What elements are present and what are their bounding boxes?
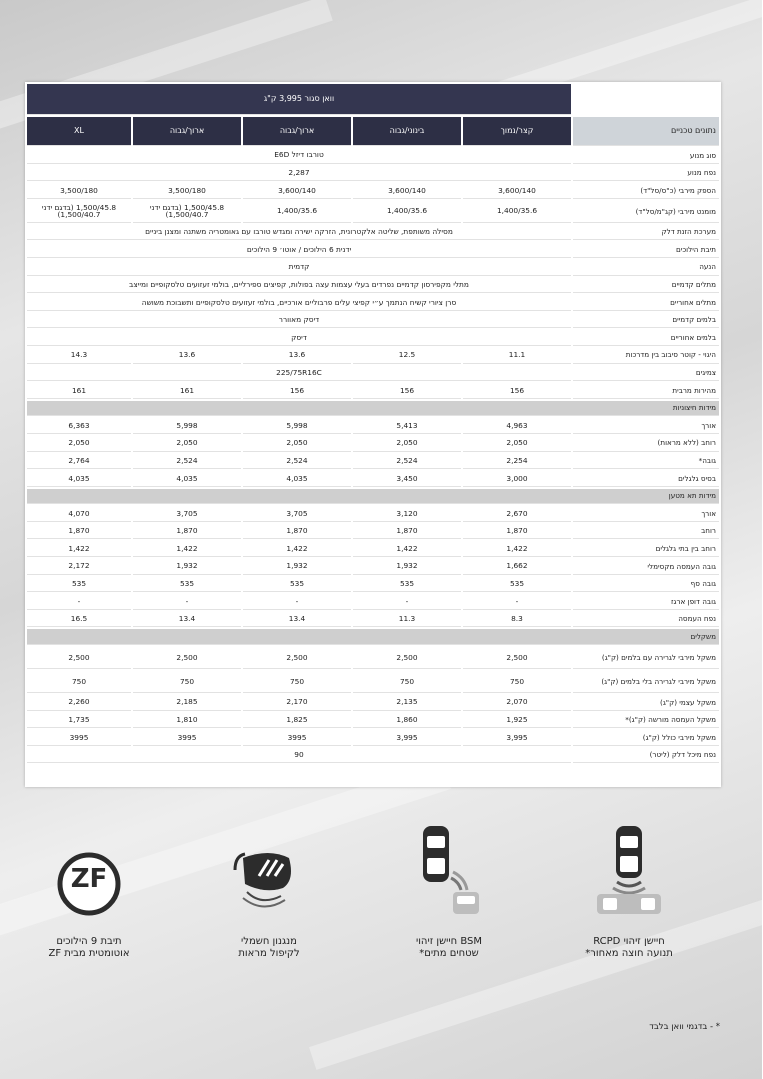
table-cell-span: מסילה משותפת, שליטה אלקטרונית, הזרקה ישירה ומגדש טורבו עם גאומטריה משתנה ומצנן ביניים xyxy=(28,225,572,241)
table-cell: 2,050 xyxy=(464,436,572,452)
table-cell: 535 xyxy=(28,577,132,593)
table-row xyxy=(28,671,720,693)
header-label: נתונים טכניים xyxy=(574,117,720,146)
row-label: היגוי - קוטר סיבוב בין מדרכות xyxy=(574,348,720,364)
row-label: רוחב xyxy=(574,524,720,540)
table-cell: 156 xyxy=(244,383,352,399)
table-cell: 1,870 xyxy=(354,524,462,540)
table-row xyxy=(28,730,720,746)
table-cell: 3,600/140 xyxy=(354,183,462,199)
column-header: בינוני/גבוה xyxy=(354,117,462,146)
row-label: רוחב בין בתי גלגלים xyxy=(574,541,720,557)
table-cell: 1,735 xyxy=(28,713,132,729)
table-cell: 14.3 xyxy=(28,348,132,364)
row-label: משקל העמסה מורשה (ק"ג)* xyxy=(574,713,720,729)
row-label: משקל עצמי (ק"ג) xyxy=(574,695,720,711)
table-cell: 3,450 xyxy=(354,471,462,487)
row-label: הספק מירבי (כ"ס/סל"ד) xyxy=(574,183,720,199)
feature-caption: חיישן זיהוי RCPD תנועה חוצה מאחור* xyxy=(586,936,674,959)
table-cell: 3,705 xyxy=(134,506,242,522)
feature-bsm xyxy=(380,820,520,960)
feature-rcpd xyxy=(560,820,700,960)
blank-cell xyxy=(574,84,720,115)
table-cell-span: דיסק מאוורר xyxy=(28,313,572,329)
column-header: XL xyxy=(28,117,132,146)
table-row xyxy=(28,559,720,575)
table-cell: 12.5 xyxy=(354,348,462,364)
table-cell: 2,524 xyxy=(244,454,352,470)
table-cell: 3,995 xyxy=(354,730,462,746)
table-cell: 2,050 xyxy=(354,436,462,452)
section-title: משקלים xyxy=(28,629,720,645)
table-cell: 1,932 xyxy=(244,559,352,575)
row-label: משקל מירבי לגרירה בלי בלמים (ק"ג) xyxy=(574,671,720,693)
table-row xyxy=(28,418,720,434)
table-row xyxy=(28,166,720,182)
table-cell-span: 225/75R16C xyxy=(28,366,572,382)
row-label: מערכת הזנת דלק xyxy=(574,225,720,241)
table-cell: - xyxy=(134,594,242,610)
table-cell: 2,500 xyxy=(354,647,462,669)
table-cell: 2,260 xyxy=(28,695,132,711)
row-label: נפח מיכל דלק (ליטר) xyxy=(574,748,720,764)
table-cell: 1,422 xyxy=(134,541,242,557)
table-row xyxy=(28,577,720,593)
table-cell: 3995 xyxy=(28,730,132,746)
table-cell: 750 xyxy=(244,671,352,693)
table-cell: 3,500/180 xyxy=(28,183,132,199)
table-cell: 6,363 xyxy=(28,418,132,434)
table-cell: 156 xyxy=(354,383,462,399)
table-cell: 1,422 xyxy=(244,541,352,557)
feature-caption: BSM חיישן זיהוי שטחים מתים* xyxy=(416,936,484,959)
table-cell: 1,422 xyxy=(464,541,572,557)
table-cell: 161 xyxy=(134,383,242,399)
row-label: נפח מנוע xyxy=(574,166,720,182)
row-label: אורך xyxy=(574,506,720,522)
table-cell: 1,422 xyxy=(354,541,462,557)
table-cell: 3,600/140 xyxy=(244,183,352,199)
zf-logo-text: ZF xyxy=(71,864,109,894)
table-cell: - xyxy=(244,594,352,610)
table-cell: 2,050 xyxy=(28,436,132,452)
table-cell: 156 xyxy=(464,383,572,399)
column-header: ארוך/גבוה xyxy=(244,117,352,146)
table-cell: 2,135 xyxy=(354,695,462,711)
table-cell: 2,185 xyxy=(134,695,242,711)
table-cell: 161 xyxy=(28,383,132,399)
table-cell: 4,035 xyxy=(28,471,132,487)
table-cell: 1,932 xyxy=(354,559,462,575)
row-label: גובה דופן ארגז xyxy=(574,594,720,610)
title-row xyxy=(28,84,720,115)
table-cell: - xyxy=(464,594,572,610)
table-cell-span: סרן ציורי קשיח הנתמך ע״י קפיצי עלים פרבוליים אורכיים, בולמי זעזועים טלסקופיים ותשבוכת משושה xyxy=(28,295,572,311)
table-cell: 2,764 xyxy=(28,454,132,470)
feature-mirror xyxy=(200,820,340,960)
table-cell: 2,524 xyxy=(354,454,462,470)
table-cell: 2,524 xyxy=(134,454,242,470)
table-cell: 11.3 xyxy=(354,612,462,628)
table-cell: - xyxy=(28,594,132,610)
column-header: ארוך/גבוה xyxy=(134,117,242,146)
column-header: קצר/נמוך xyxy=(464,117,572,146)
row-label: בלמים אחוריים xyxy=(574,330,720,346)
table-row xyxy=(28,201,720,223)
table-cell: 16.5 xyxy=(28,612,132,628)
table-cell: 3,500/180 xyxy=(134,183,242,199)
table-cell: 4,070 xyxy=(28,506,132,522)
table-row xyxy=(28,225,720,241)
table-cell: 3995 xyxy=(134,730,242,746)
table-row xyxy=(28,713,720,729)
table-cell: 4,035 xyxy=(244,471,352,487)
table-row xyxy=(28,695,720,711)
table-cell: 8.3 xyxy=(464,612,572,628)
table-row xyxy=(28,471,720,487)
section-header xyxy=(28,489,720,505)
table-cell: 13.6 xyxy=(134,348,242,364)
table-cell: 2,172 xyxy=(28,559,132,575)
table-cell: 1,422 xyxy=(28,541,132,557)
row-label: תיבת הילוכים xyxy=(574,242,720,258)
table-cell: 2,500 xyxy=(134,647,242,669)
table-cell: 1,500/45.8 (בדגם ידני 1,500/40.7) xyxy=(28,201,132,223)
row-label: בסיס גלגלים xyxy=(574,471,720,487)
feature-zf xyxy=(20,820,160,960)
table-cell: 1,870 xyxy=(464,524,572,540)
table-cell: 13.4 xyxy=(244,612,352,628)
row-label: גובה* xyxy=(574,454,720,470)
row-label: גובה סף xyxy=(574,577,720,593)
section-header xyxy=(28,629,720,645)
table-cell: 1,925 xyxy=(464,713,572,729)
table-row xyxy=(28,183,720,199)
table-cell: 750 xyxy=(134,671,242,693)
folding-mirror-icon xyxy=(230,840,310,935)
row-label: סוג מנוע xyxy=(574,148,720,164)
table-cell: 13.6 xyxy=(244,348,352,364)
table-row xyxy=(28,295,720,311)
table-cell: 5,998 xyxy=(134,418,242,434)
table-row xyxy=(28,148,720,164)
feature-caption: מנגנון חשמלי לקיפול מראות xyxy=(239,936,301,959)
row-label: צמיגים xyxy=(574,366,720,382)
table-cell: 2,070 xyxy=(464,695,572,711)
row-label: אורך xyxy=(574,418,720,434)
table-cell: 1,932 xyxy=(134,559,242,575)
table-cell: 2,170 xyxy=(244,695,352,711)
table-row xyxy=(28,748,720,764)
row-label: משקל מירבי לגרירה עם בלמים (ק"ג) xyxy=(574,647,720,669)
table-row xyxy=(28,612,720,628)
table-cell: 535 xyxy=(134,577,242,593)
table-row xyxy=(28,366,720,382)
table-cell: 3,600/140 xyxy=(464,183,572,199)
row-label: גובה העמסה מקסימלי xyxy=(574,559,720,575)
rear-cross-traffic-icon xyxy=(590,820,670,915)
table-cell-span: 90 xyxy=(28,748,572,764)
table-cell: 1,860 xyxy=(354,713,462,729)
table-cell: 1,662 xyxy=(464,559,572,575)
table-row xyxy=(28,330,720,346)
row-label: הנעה xyxy=(574,260,720,276)
spec-table xyxy=(26,82,722,765)
spec-sheet xyxy=(26,82,722,787)
table-cell: 2,050 xyxy=(134,436,242,452)
table-cell-span: מתלי מקפירסון קדמיים נפרדים בעלי עצמות עצה בפולות, קפיצים ספירליים, בולמי זעזועים טלסקופיים ומייצב xyxy=(28,278,572,294)
table-cell: 750 xyxy=(28,671,132,693)
table-cell-span: טורבו דיזל E6D xyxy=(28,148,572,164)
table-row xyxy=(28,242,720,258)
section-title: מידות חיצוניות xyxy=(28,401,720,417)
header-row xyxy=(28,117,720,146)
table-cell-span: קדמית xyxy=(28,260,572,276)
row-label: מומנט מירבי (קג"מ/סל"ד) xyxy=(574,201,720,223)
table-cell: 4,035 xyxy=(134,471,242,487)
section-header xyxy=(28,401,720,417)
table-cell: 5,998 xyxy=(244,418,352,434)
table-cell: 13.4 xyxy=(134,612,242,628)
table-cell: 3,000 xyxy=(464,471,572,487)
table-cell: 1,400/35.6 xyxy=(244,201,352,223)
table-cell: 2,500 xyxy=(244,647,352,669)
table-cell: 2,500 xyxy=(464,647,572,669)
table-cell: 2,670 xyxy=(464,506,572,522)
table-cell: 535 xyxy=(244,577,352,593)
table-cell: - xyxy=(354,594,462,610)
table-row xyxy=(28,594,720,610)
table-row xyxy=(28,647,720,669)
table-row xyxy=(28,436,720,452)
row-label: מתלים אחוריים xyxy=(574,295,720,311)
footnote: * - בדגמי וואן בלבד xyxy=(650,1022,721,1032)
row-label: נפח העמסה xyxy=(574,612,720,628)
section-title: מידות תא מטען xyxy=(28,489,720,505)
feature-caption: תיבת 9 הילוכים אוטומטית מבית ZF xyxy=(49,936,131,959)
table-row xyxy=(28,541,720,557)
table-title: וואן סגור 3,995 ק"ג xyxy=(28,84,572,115)
table-row xyxy=(28,313,720,329)
table-row xyxy=(28,506,720,522)
table-cell: 11.1 xyxy=(464,348,572,364)
table-cell: 2,500 xyxy=(28,647,132,669)
table-cell: 2,254 xyxy=(464,454,572,470)
table-cell-span: ידנית 6 הילוכים / אוטו׳ 9 הילוכים xyxy=(28,242,572,258)
table-row xyxy=(28,278,720,294)
table-cell: 5,413 xyxy=(354,418,462,434)
table-cell-span: 2,287 xyxy=(28,166,572,182)
table-cell: 1,400/35.6 xyxy=(464,201,572,223)
table-cell: 1,500/45.8 (בדגם ידני 1,500/40.7) xyxy=(134,201,242,223)
table-cell: 4,963 xyxy=(464,418,572,434)
table-row xyxy=(28,348,720,364)
row-label: מתלים קדמיים xyxy=(574,278,720,294)
table-cell: 1,870 xyxy=(244,524,352,540)
blind-spot-icon xyxy=(410,820,490,915)
table-cell: 3,120 xyxy=(354,506,462,522)
row-label: בלמים קדמיים xyxy=(574,313,720,329)
table-cell: 1,870 xyxy=(28,524,132,540)
table-cell: 750 xyxy=(354,671,462,693)
table-row xyxy=(28,383,720,399)
table-cell: 750 xyxy=(464,671,572,693)
table-cell: 535 xyxy=(464,577,572,593)
table-cell: 3995 xyxy=(244,730,352,746)
table-cell: 3,995 xyxy=(464,730,572,746)
table-cell: 535 xyxy=(354,577,462,593)
table-cell: 3,705 xyxy=(244,506,352,522)
table-cell-span: דיסק xyxy=(28,330,572,346)
table-cell: 1,825 xyxy=(244,713,352,729)
feature-icons xyxy=(49,820,700,960)
table-row xyxy=(28,260,720,276)
table-cell: 2,050 xyxy=(244,436,352,452)
table-cell: 1,400/35.6 xyxy=(354,201,462,223)
row-label: משקל מירבי כולל (ק"ג) xyxy=(574,730,720,746)
table-cell: 1,870 xyxy=(134,524,242,540)
table-row xyxy=(28,524,720,540)
row-label: רוחב (ללא מראות) xyxy=(574,436,720,452)
table-row xyxy=(28,454,720,470)
row-label: מהירות מרבית xyxy=(574,383,720,399)
table-cell: 1,810 xyxy=(134,713,242,729)
